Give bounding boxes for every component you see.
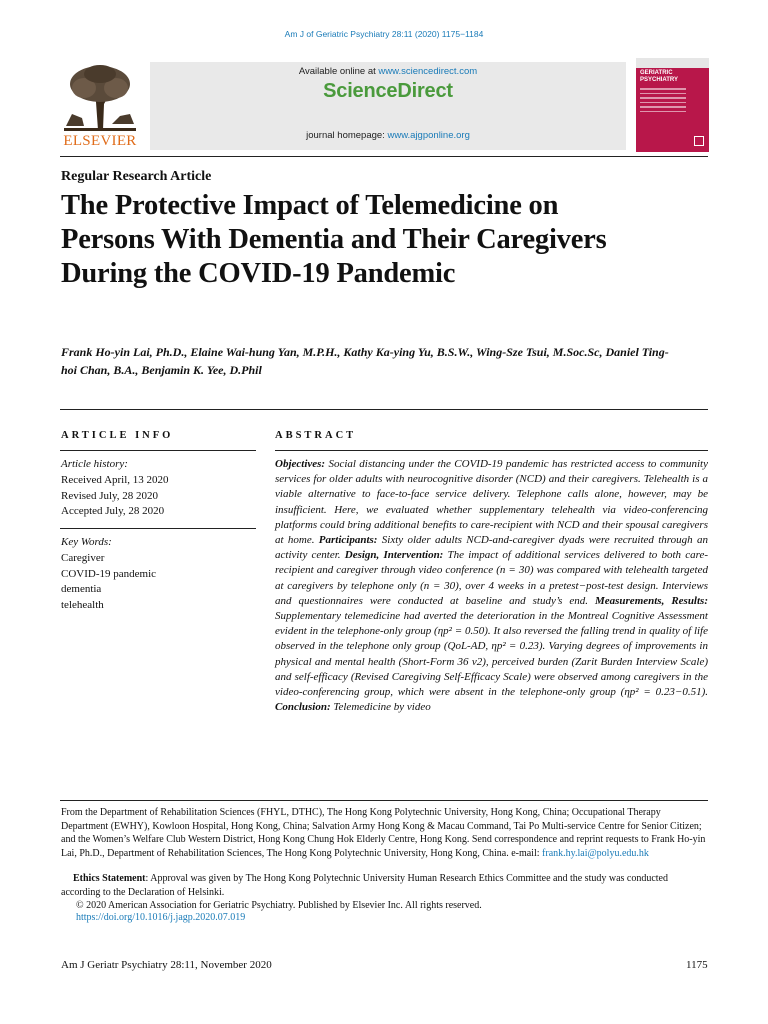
article-history-list — [61, 473, 169, 520]
keywords-list — [61, 551, 156, 613]
keyword-item[interactable]: COVID-19 pandemic — [61, 567, 157, 580]
abstract-heading: ABSTRACT — [275, 430, 357, 441]
abstract-design-label: Design, Intervention: — [344, 549, 444, 562]
history-item: Revised July, 28 2020 — [61, 489, 159, 502]
header-divider — [60, 156, 708, 157]
abstract-conclusion-text: Telemedicine by video — [330, 701, 431, 714]
abstract-divider — [275, 450, 708, 451]
copyright-notice: © 2020 American Association for Geriatric Psychiatry. Published by Elsevier Inc. All rights reserved. — [76, 900, 482, 911]
sciencedirect-banner — [150, 62, 626, 150]
abstract-conclusion-label: Conclusion: — [275, 701, 331, 714]
sciencedirect-wordmark[interactable]: ScienceDirect — [323, 80, 453, 102]
keywords-heading: Key Words: — [61, 536, 112, 548]
affiliation-note — [61, 806, 708, 860]
abstract-measurements-label: Measurements, Results: — [594, 594, 708, 607]
cover-header-strip — [636, 58, 709, 68]
elsevier-wordmark: ELSEVIER — [63, 133, 137, 149]
correspondence-email-link[interactable]: frank.hy.lai@polyu.edu.hk — [542, 847, 649, 859]
journal-cover-image[interactable] — [636, 58, 709, 152]
abstract-design-text: The impact of additional services delivered to both care-recipient and caregiver through video conference (n = 30) was compared with telehealth targeted at caregivers by telephone only (n = 30), over 4 weeks in a pretest−post-test design. Interviews and questionnaires were conducted at baseline and study’s end. — [275, 549, 709, 607]
abstract-objectives-label: Objectives: — [275, 458, 326, 470]
abstract-objectives-text: Social distancing under the COVID-19 pandemic has restricted access to community services for older adults with neurocognitive disorder (NCD) and their caregivers. Telehealth is a viable alternative to face-to-face service delivery. Telephone calls alone, however, may be insufficient. Here, we evaluated whether supplementary telehealth via video-conferencing platforms could bring additional benefits to care-recipient with NCD and their spousal caregivers at home. — [275, 458, 708, 547]
history-item: Received April, 13 2020 — [61, 474, 169, 486]
authors-divider — [60, 409, 708, 410]
footer-journal-issue: Am J Geriatr Psychiatry 28:11, November 2020 — [61, 959, 272, 971]
abstract-participants-text: Sixty older adults NCD-and-caregiver dyads were recruited through an activity center. — [275, 534, 708, 562]
keywords-divider — [60, 528, 256, 529]
journal-homepage-link[interactable]: www.ajgponline.org — [387, 130, 470, 141]
elsevier-tree-icon — [60, 62, 140, 132]
cover-title — [640, 70, 678, 83]
ethics-label: Ethics Statement — [73, 873, 146, 884]
article-type: Regular Research Article — [61, 169, 212, 184]
sciencedirect-link[interactable]: www.sciencedirect.com — [378, 66, 478, 77]
keyword-item[interactable]: Caregiver — [61, 552, 105, 564]
ethics-statement — [61, 872, 708, 899]
page-number: 1175 — [686, 959, 708, 971]
abstract-participants-label: Participants: — [318, 534, 378, 547]
keyword-item[interactable]: telehealth — [61, 598, 104, 611]
article-info-divider — [60, 450, 256, 451]
article-info-heading: ARTICLE INFO — [61, 430, 174, 441]
keyword-item[interactable]: dementia — [61, 583, 102, 595]
affiliation-text: From the Department of Rehabilitation Sciences (FHYL, DTHC), The Hong Kong Polytechnic University, Hong Kong, China; Occupational Therapy Department (EWHY), Kowloon Hospital, Hong Kong, China; Salvation Army Hong Kong & Macau Command, Tai Po Multi-service Centre for Senior Citizen; and the Women’s Welfare Club Western District, Hong Kong Chung Hok Elderly Centre, Hong Kong. Send correspondence and reprint requests to Frank Ho-yin Lai, Ph.D., Department of Rehabilitation Sciences, The Hong Kong Polytechnic University, Hong Kong, China. e-mail: — [61, 807, 706, 859]
article-history-heading: Article history: — [61, 458, 128, 470]
doi-link[interactable]: https://doi.org/10.1016/j.jagp.2020.07.019 — [76, 912, 246, 923]
cover-publisher-mark — [694, 136, 704, 146]
cover-title-line: PSYCHIATRY — [640, 76, 679, 83]
cover-title-line: GERIATRIC — [640, 70, 673, 76]
author-list: Frank Ho-yin Lai, Ph.D., Elaine Wai-hung Yan, M.P.H., Kathy Ka-ying Yu, B.S.W., Wing-Sze Tsui, M.Soc.Sc, Daniel Ting-hoi Chan, B.A., Benjamin K. Yee, D.Phil — [61, 345, 669, 377]
footnote-divider — [60, 800, 708, 801]
abstract-measurements-text: Supplementary telemedicine had averted the deterioration in the Montreal Cognitive Assessment evident in the telephone-only group (ηp² = 0.50). It also reversed the falling trend in quality of life observed in the telephone only group (QoL-AD, ηp² = 0.23). Varying degrees of improvements in physical and mental health (Short-Form 36 v2), perceived burden (Zarit Burden Interview Scale) and self-efficacy (Revised Caregiving Self-Efficacy Scale) were observed among caregivers in the video-conferencing group, which were absent in the telephone-only group (ηp² = 0.23−0.51). — [275, 610, 708, 699]
elsevier-logo[interactable] — [60, 62, 140, 150]
journal-homepage-label: journal homepage: — [306, 130, 388, 141]
journal-homepage-line — [150, 130, 626, 141]
history-item: Accepted July, 28 2020 — [61, 505, 165, 517]
ethics-text: : Approval was given by The Hong Kong Polytechnic University Human Research Ethics Committee and the study was conducted according to the Declaration of Helsinki. — [61, 873, 668, 898]
available-online-label: Available online at — [298, 66, 379, 77]
abstract-text — [275, 457, 708, 715]
article-title: The Protective Impact of Telemedicine on Persons With Dementia and Their Caregivers During the COVID-19 Pandemic — [61, 190, 607, 289]
available-online-line — [150, 66, 626, 77]
journal-citation: Am J of Geriatric Psychiatry 28:11 (2020) 1175−1184 — [284, 29, 484, 39]
cover-text-lines — [640, 88, 686, 115]
